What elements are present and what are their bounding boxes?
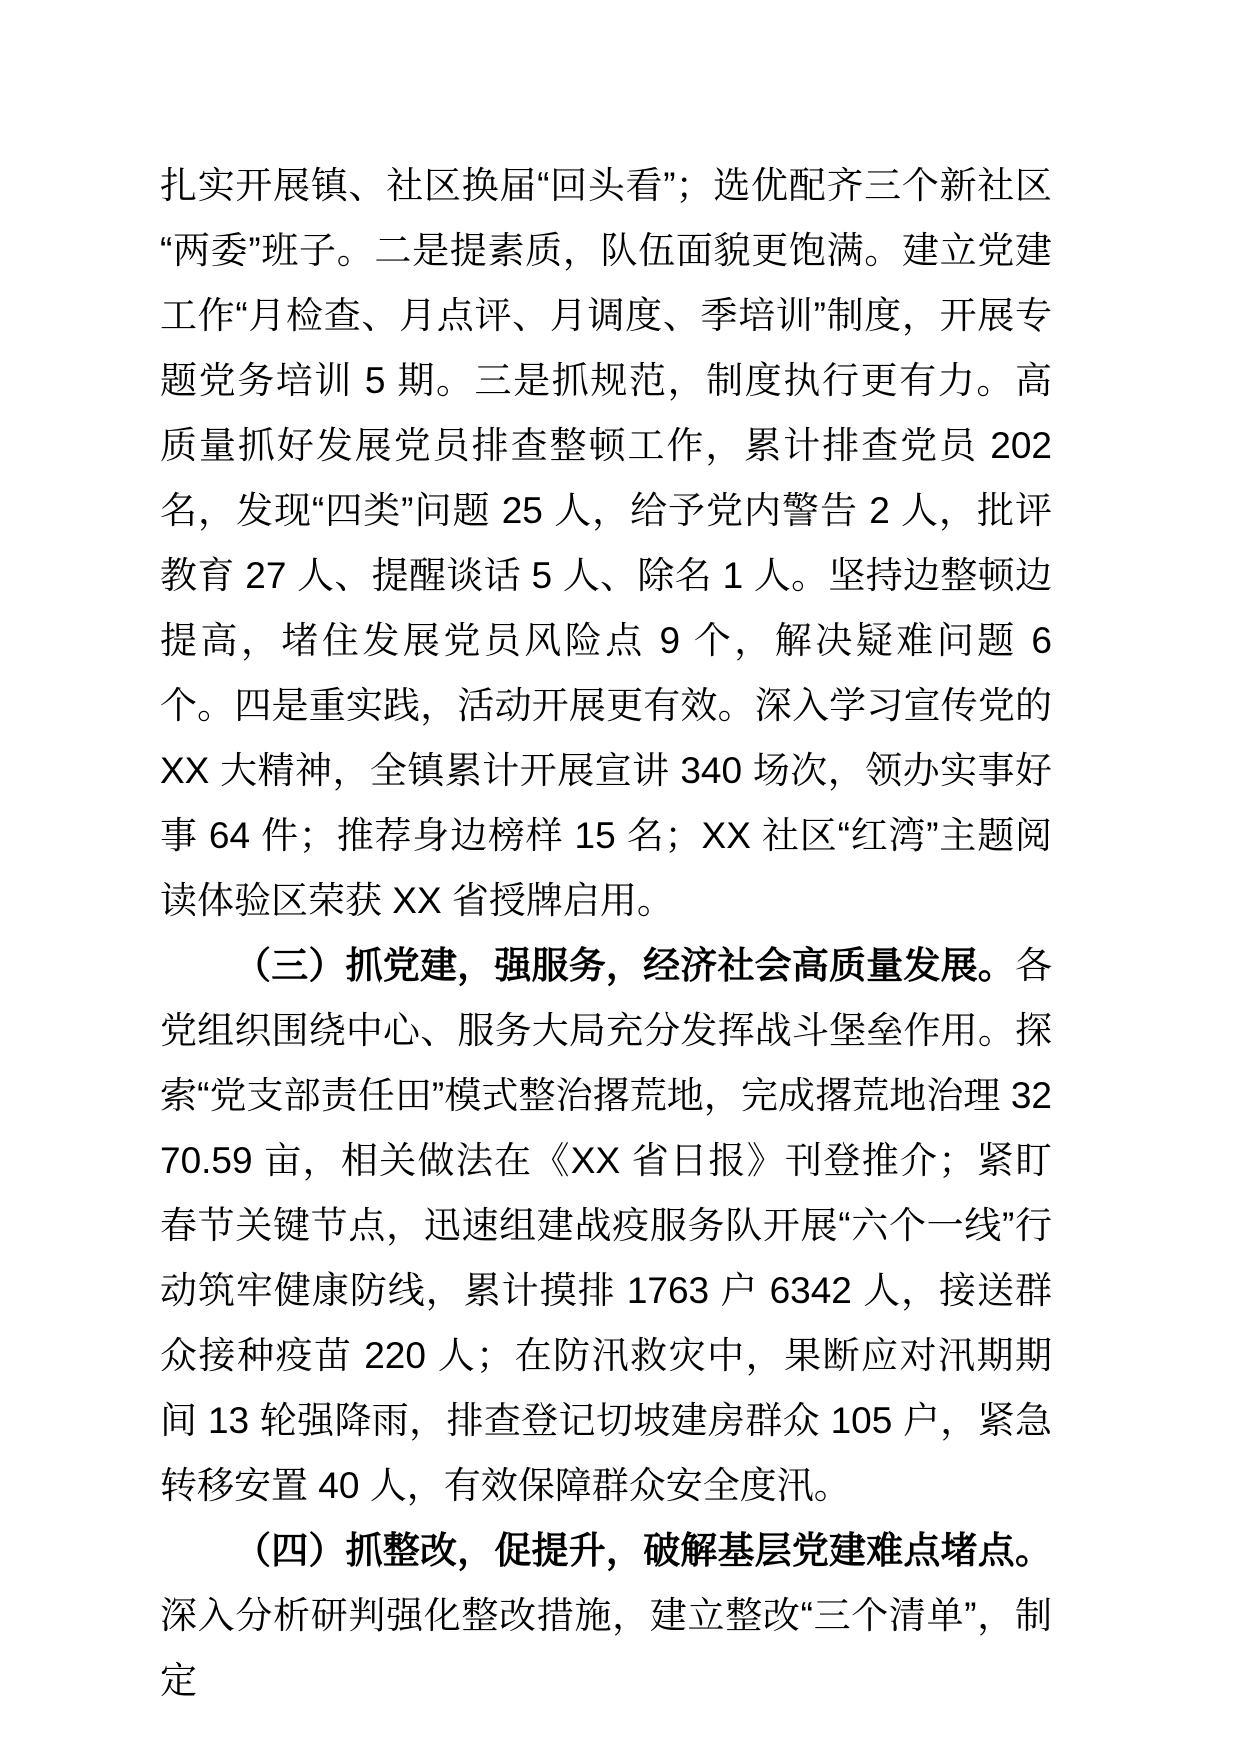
section-three-body-text: 各党组织围绕中心、服务大局充分发挥战斗堡垒作用。探索“党支部责任田”模式整治撂荒地，完成撂荒地治理 3270.59 亩，相关做法在《XX 省日报》刊登推介；紧盯春节关键节点，迅速组建战疫服务队开展“六个一线”行动筑牢健康防线，累计摸排 1763 户 6342 人，接送群众接种疫苗 220 人；在防汛救灾中，果断应对汛期期间 13 轮强降雨，排查登记切坡建房群众 105 户，紧急转移安置 40 人，有效保障群众安全度汛。: [160, 945, 1052, 1506]
paragraph-continuation: [160, 153, 1052, 933]
section-four-heading: （四）抓整改，促提升，破解基层党建难点堵点。: [234, 1530, 1052, 1571]
paragraph-section-four: [160, 1518, 1052, 1713]
section-four-body-text: 深入分析研判强化整改措施，建立整改“三个清单”，制定: [160, 1595, 1052, 1701]
paragraph-section-three: [160, 933, 1052, 1518]
page-content: [160, 153, 1052, 1713]
section-three-heading: （三）抓党建，强服务，经济社会高质量发展。: [234, 945, 1015, 986]
paragraph-continuation-text: 扎实开展镇、社区换届“回头看”；选优配齐三个新社区“两委”班子。二是提素质，队伍面貌更饱满。建立党建工作“月检查、月点评、月调度、季培训”制度，开展专题党务培训 5 期。三是抓规范，制度执行更有力。高质量抓好发展党员排查整顿工作，累计排查党员 202 名，发现“四类”问题 25 人，给予党内警告 2 人，批评教育 27 人、提醒谈话 5 人、除名 1 人。坚持边整顿边提高，堵住发展党员风险点 9 个，解决疑难问题 6 个。四是重实践，活动开展更有效。深入学习宣传党的 XX 大精神，全镇累计开展宣讲 340 场次，领办实事好事 64 件；推荐身边榜样 15 名；XX 社区“红湾”主题阅读体验区荣获 XX 省授牌启用。: [160, 165, 1052, 921]
